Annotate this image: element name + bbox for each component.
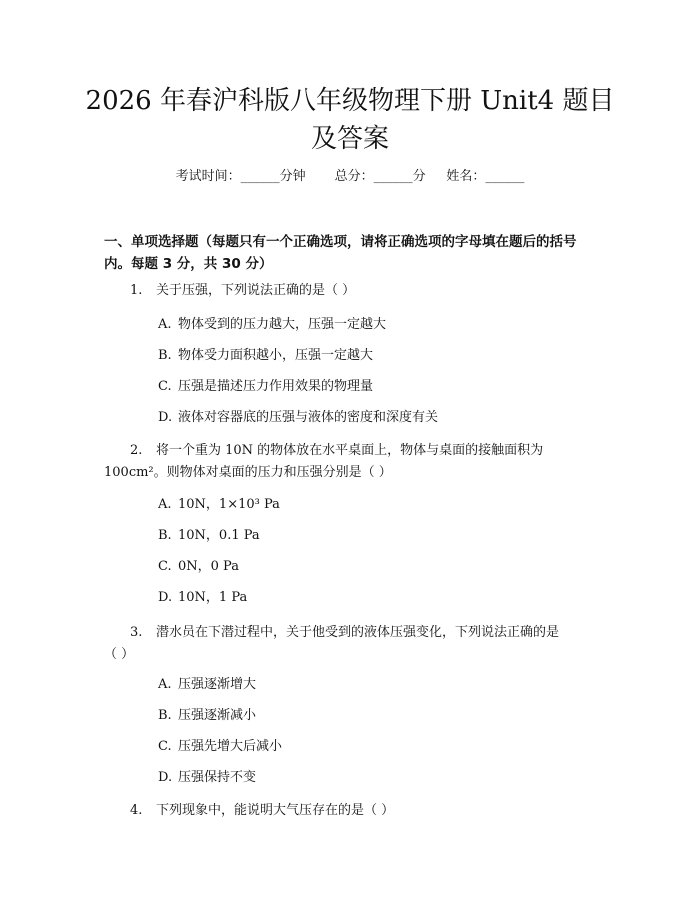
option-text: 压强是描述压力作用效果的物理量 — [178, 379, 374, 394]
option-text: 压强逐渐增大 — [178, 677, 257, 692]
question-text: 下列现象中，能说明大气压存在的是（ ） — [156, 803, 395, 818]
question-3 — [104, 622, 604, 666]
question-line-1 — [104, 440, 604, 462]
option-letter: A. — [158, 677, 172, 692]
question-line-1 — [104, 622, 604, 644]
score-label: 总分： — [334, 169, 374, 184]
option-text: 压强保持不变 — [178, 770, 257, 785]
question-text-line-2: 100cm²。则物体对桌面的压力和压强分别是（ ） — [104, 465, 392, 480]
name-label: 姓名： — [446, 169, 486, 184]
document-title — [70, 82, 630, 158]
question-text-line-1: 将一个重为 10N 的物体放在水平桌面上，物体与桌面的接触面积为 — [156, 443, 544, 458]
section-heading — [104, 231, 604, 275]
title-line-1: 2026 年春沪科版八年级物理下册 Unit4 题目 — [85, 86, 615, 116]
q2-option-b — [158, 527, 260, 545]
score-blank: ______ — [373, 169, 413, 184]
exam-time-blank: ______ — [240, 169, 280, 184]
option-text: 物体受到的压力越大，压强一定越大 — [178, 317, 387, 332]
q3-option-d — [158, 769, 256, 787]
q3-option-a — [158, 676, 256, 694]
name-blank: ______ — [485, 169, 525, 184]
exam-time-label: 考试时间： — [175, 169, 241, 184]
option-text: 10N，1×10³ Pa — [178, 497, 280, 512]
question-text-line-1: 潜水员在下潜过程中，关于他受到的液体压强变化，下列说法正确的是 — [156, 625, 560, 640]
q3-option-b — [158, 707, 256, 725]
option-letter: C. — [158, 739, 172, 754]
option-text: 0N，0 Pa — [178, 559, 239, 574]
option-text: 液体对容器底的压强与液体的密度和深度有关 — [178, 410, 439, 425]
option-letter: C. — [158, 559, 172, 574]
question-number: 2. — [130, 443, 143, 458]
option-letter: D. — [158, 770, 173, 785]
option-text: 10N，0.1 Pa — [178, 528, 260, 543]
option-letter: D. — [158, 410, 173, 425]
exam-info-row — [0, 168, 700, 186]
question-1 — [130, 280, 355, 302]
option-letter: A. — [158, 317, 172, 332]
option-text: 压强先增大后减小 — [178, 739, 283, 754]
question-number: 1. — [130, 283, 143, 298]
q2-option-d — [158, 589, 247, 607]
q2-option-c — [158, 558, 239, 576]
q1-option-c — [158, 378, 373, 396]
question-text-line-2: （ ） — [104, 647, 135, 662]
question-number: 3. — [130, 625, 143, 640]
title-line-2: 及答案 — [310, 124, 389, 154]
q1-option-a — [158, 316, 386, 334]
section-heading-line-2: 内。每题 3 分，共 30 分） — [104, 256, 273, 272]
question-4 — [130, 800, 394, 822]
option-text: 压强逐渐减小 — [178, 708, 257, 723]
option-text: 10N，1 Pa — [178, 590, 248, 605]
question-number: 4. — [130, 803, 143, 818]
q1-option-b — [158, 347, 373, 365]
question-text: 关于压强，下列说法正确的是（ ） — [156, 283, 356, 298]
option-letter: B. — [158, 528, 172, 543]
option-text: 物体受力面积越小，压强一定越大 — [178, 348, 374, 363]
option-letter: C. — [158, 379, 172, 394]
option-letter: A. — [158, 497, 172, 512]
exam-time-unit: 分钟 — [279, 169, 306, 184]
section-heading-line-1: 一、单项选择题（每题只有一个正确选项，请将正确选项的字母填在题后的括号 — [104, 234, 577, 250]
q2-option-a — [158, 496, 280, 514]
option-letter: B. — [158, 348, 172, 363]
question-2 — [104, 440, 604, 484]
q3-option-c — [158, 738, 282, 756]
option-letter: D. — [158, 590, 173, 605]
option-letter: B. — [158, 708, 172, 723]
q1-option-d — [158, 409, 438, 427]
score-unit: 分 — [412, 169, 426, 184]
